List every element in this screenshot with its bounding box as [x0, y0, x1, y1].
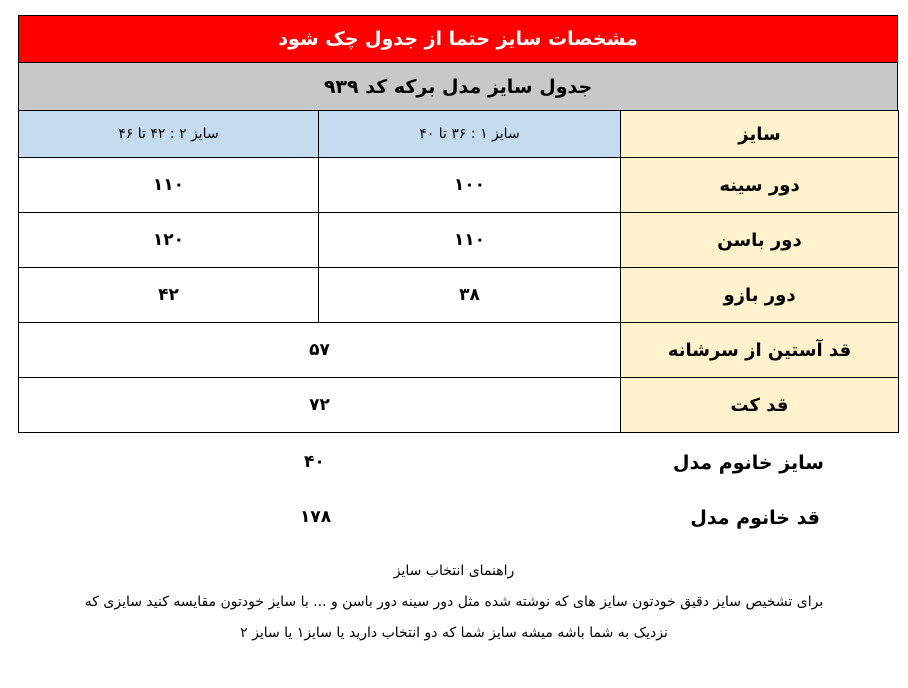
hip-size2: ۱۲۰ — [19, 213, 319, 268]
hip-size1: ۱۱۰ — [319, 213, 621, 268]
coat-length-value: ۷۲ — [19, 378, 621, 433]
sleeve-label: قد آستین از سرشانه — [621, 323, 899, 378]
table-row — [19, 268, 899, 323]
table-row — [19, 378, 899, 433]
subtitle-banner: جدول سایز مدل برکه کد ۹۳۹ — [18, 62, 898, 111]
guide-line-2: نزدیک به شما باشه میشه سایز شما که دو انتخاب دارید یا سایز۱ یا سایز ۲ — [240, 625, 668, 641]
hip-label: دور باسن — [621, 213, 899, 268]
arm-size2: ۴۲ — [19, 268, 319, 323]
table-row — [19, 213, 899, 268]
model-size-value: ۴۰ — [304, 452, 325, 472]
coat-length-label: قد کت — [621, 378, 899, 433]
guide-title: راهنمای انتخاب سایز — [393, 563, 515, 579]
model-height-value: ۱۷۸ — [300, 507, 332, 527]
chest-label: دور سینه — [621, 158, 899, 213]
size-table — [18, 110, 899, 433]
arm-size1: ۳۸ — [319, 268, 621, 323]
chest-size2: ۱۱۰ — [19, 158, 319, 213]
table-row — [19, 323, 899, 378]
sleeve-value: ۵۷ — [19, 323, 621, 378]
table-row — [19, 158, 899, 213]
header-label: سایز — [621, 111, 899, 158]
guide-line-1: برای تشخیص سایز دقیق خودتون سایز های که نوشته شده مثل دور سینه دور باسن و ... با سایز خودتون مقایسه کنید سایزی که — [84, 594, 824, 610]
model-height-label: قد خانوم مدل — [690, 507, 820, 529]
header-size2: سایز ۲ : ۴۲ تا ۴۶ — [19, 111, 319, 158]
table-header-row — [19, 111, 899, 158]
title-banner: مشخصات سایز حتما از جدول چک شود — [18, 15, 898, 63]
arm-label: دور بازو — [621, 268, 899, 323]
model-size-label: سایز خانوم مدل — [672, 452, 824, 474]
header-size1: سایز ۱ : ۳۶ تا ۴۰ — [319, 111, 621, 158]
chest-size1: ۱۰۰ — [319, 158, 621, 213]
